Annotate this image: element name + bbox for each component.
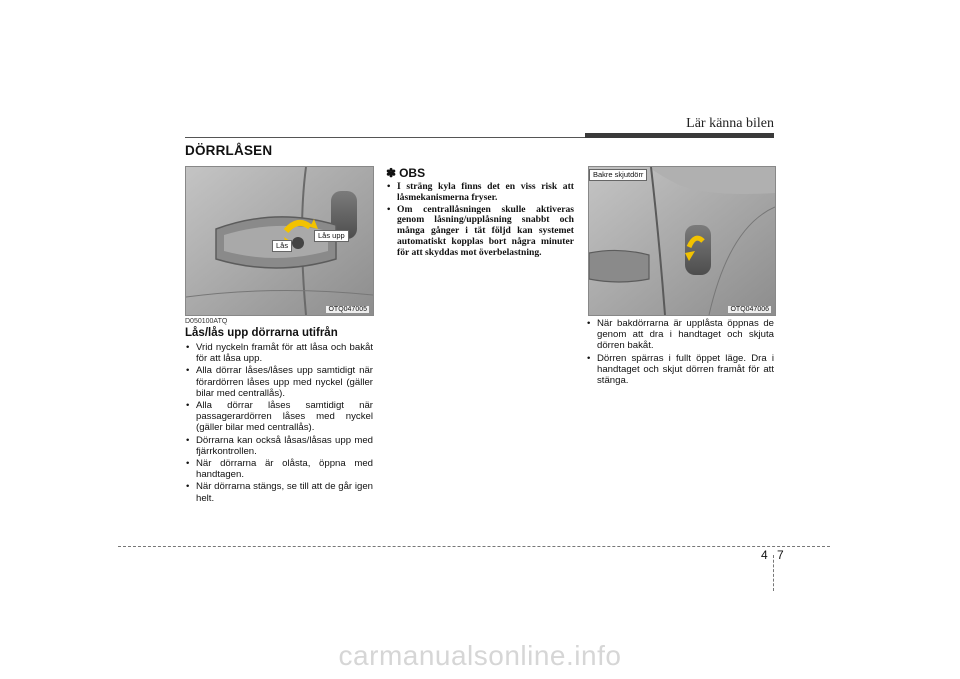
door-lock-figure — [185, 166, 374, 316]
figure-code: OTQ047006 — [730, 306, 769, 313]
sliding-door-illustration — [589, 167, 775, 315]
list-item: • Om centrallåsningen skulle aktiveras genom låsning/upplåsning snabbt och många gånger i tät följd kan systemet automatiskt kopplas bort några minuter för att skyddas mot överbelastning. — [386, 205, 574, 259]
list-item: • Alla dörrar låses samtidigt när passagerardörren låses med nyckel (gäller bilar med centrallås). — [185, 400, 373, 434]
callout-lock: Lås — [272, 240, 292, 252]
note-bullet-list — [386, 182, 574, 260]
header-rule-thin — [185, 137, 585, 138]
list-item: • Alla dörrar låses/låses upp samtidigt när förardörren låses upp med nyckel (gäller bilar med centrallås). — [185, 365, 373, 399]
list-item: • Dörren spärras i fullt öppet läge. Dra i handtaget och skjut dörren framåt för att stänga. — [586, 353, 774, 387]
subheading: Lås/lås upp dörrarna utifrån — [185, 327, 338, 339]
list-item: • I sträng kyla finns det en viss risk att låsmekanismerna fryser. — [386, 182, 574, 204]
list-item: • När bakdörrarna är upplåsta öppnas de genom att dra i handtaget och skjuta dörren bakåt. — [586, 318, 774, 352]
running-title: Lär känna bilen — [686, 116, 774, 131]
list-item: • När dörrarna stängs, se till att de går igen helt. — [185, 481, 373, 503]
list-item: • När dörrarna är olåsta, öppna med handtagen. — [185, 458, 373, 480]
header-rule-thick — [585, 133, 774, 138]
list-item: • Vrid nyckeln framåt för att låsa och bakåt för att låsa upp. — [185, 342, 373, 364]
left-bullet-list — [185, 342, 373, 505]
reference-code: D050100ATQ — [185, 318, 228, 325]
note-star-icon: ✽ — [386, 166, 397, 180]
sliding-door-figure — [588, 166, 776, 316]
figure-label: Bakre skjutdörr — [589, 169, 647, 181]
list-item: • Dörrarna kan också låsas/låsas upp med fjärrkontrollen. — [185, 435, 373, 457]
chapter-number: 4 — [761, 548, 768, 562]
watermark: carmanualsonline.info — [338, 640, 622, 671]
right-bullet-list — [586, 318, 774, 387]
section-title: DÖRRLÅSEN — [185, 143, 273, 158]
footer-divider — [773, 555, 774, 591]
note-title: OBS — [399, 166, 426, 180]
note-heading — [386, 166, 425, 180]
figure-code: OTQ047005 — [328, 306, 367, 313]
callout-unlock: Lås upp — [314, 230, 349, 242]
footer-rule — [118, 546, 830, 547]
page-number: 7 — [777, 548, 784, 562]
